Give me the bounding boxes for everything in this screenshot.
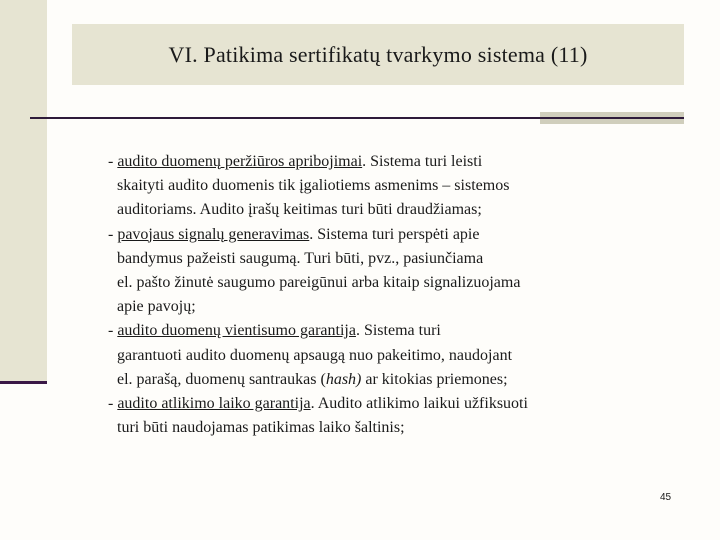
bullet-text: . Sistema turi — [355, 322, 441, 340]
bullet-term: audito atlikimo laiko garantija — [117, 395, 311, 413]
slide-title: VI. Patikima sertifikatų tvarkymo sistema (11) — [168, 41, 588, 67]
bullet-text: ar kitokias priemones; — [361, 370, 508, 388]
bullet-item-line: auditoriams. Audito įrašų keitimas turi būti draudžiamas; — [117, 201, 482, 219]
bullet-item-first-line — [108, 223, 668, 247]
left-decorative-line — [0, 381, 47, 384]
slide-content — [108, 150, 668, 440]
bullet-term: pavojaus signalų generavimas — [117, 225, 310, 243]
bullet-text: . Sistema turi leisti — [362, 153, 483, 170]
bullet-dash: - — [108, 153, 118, 170]
bullet-item-first-line — [108, 392, 668, 416]
bullet-text: . Sistema turi perspėti apie — [309, 225, 480, 243]
bullet-term: audito duomenų peržiūros apribojimai — [117, 153, 363, 170]
page-number: 45 — [660, 492, 672, 503]
bullet-item-line — [108, 368, 668, 392]
bullet-item-line: bandymus pažeisti saugumą. Turi būti, pvz., pasiunčiama — [117, 249, 484, 267]
title-box — [72, 24, 684, 85]
title-rule — [30, 117, 542, 119]
bullet-text: el. parašą, duomenų santraukas ( — [117, 370, 326, 388]
bullet-item-first-line — [108, 319, 668, 343]
bullet-italic-term: hash) — [325, 370, 362, 388]
bullet-item-first-line — [108, 150, 668, 174]
bullet-dash: - — [108, 395, 118, 413]
bullet-item-line: apie pavojų; — [117, 298, 196, 316]
bullet-item-line: garantuoti audito duomenų apsaugą nuo pakeitimo, naudojant — [117, 346, 513, 364]
bullet-term: audito duomenų vientisumo garantija — [117, 322, 356, 340]
bullet-item-line: skaityti audito duomenis tik įgaliotiems asmenims – sistemos — [117, 177, 510, 195]
bullet-item-line: turi būti naudojamas patikimas laiko šaltinis; — [117, 419, 405, 437]
left-decorative-bar — [0, 0, 47, 382]
bullet-dash: - — [108, 322, 118, 340]
bullet-dash: - — [108, 225, 118, 243]
title-rule-right — [540, 117, 684, 119]
bullet-text: . Audito atlikimo laikui užfiksuoti — [310, 395, 528, 413]
bullet-item-line: el. pašto žinutė saugumo pareigūnui arba kitaip signalizuojama — [117, 274, 521, 292]
